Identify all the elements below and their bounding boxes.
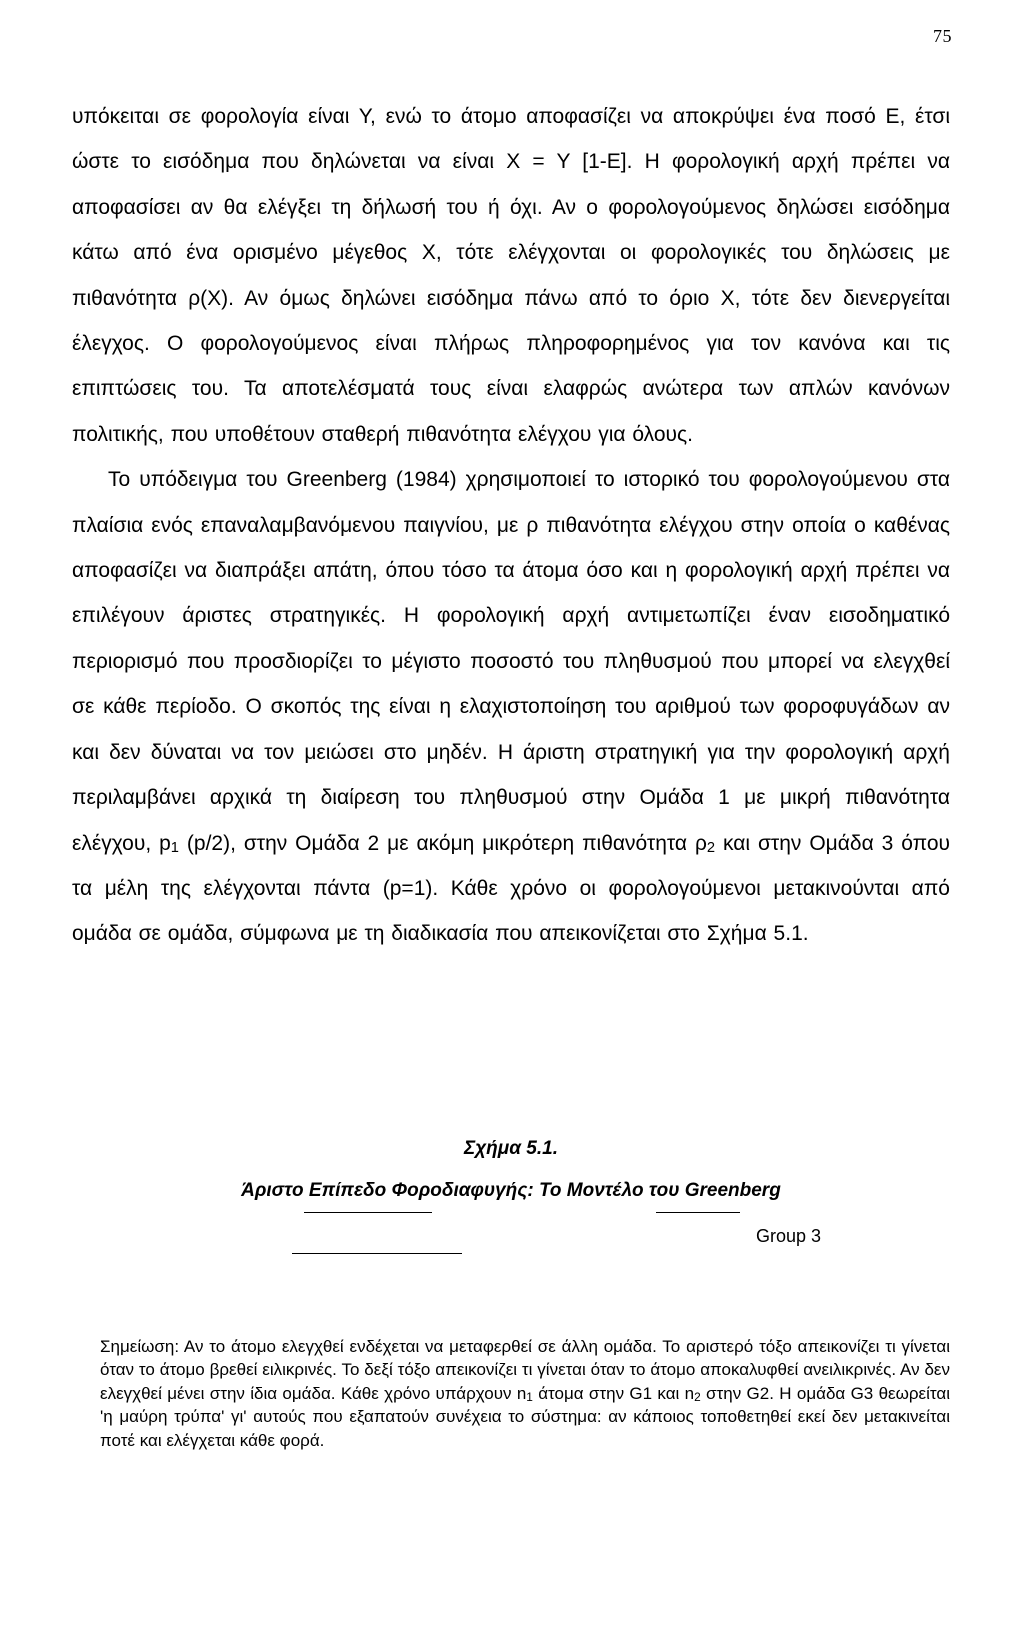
paragraph-2-groups-c: και στην Ομάδα 3 όπου τα μέλη της ελέγχονται πάντα (p=1). Κάθε χρόνο οι φορολογούμενοι μετακινούνται από ομάδα σε ομάδα, σύμφωνα με τη διαδικασία που απεικονίζεται στο Σχήμα 5.1. [72, 831, 950, 946]
paragraph-2 [72, 457, 950, 956]
figure-line-right [656, 1212, 740, 1213]
p1-subscript: 1 [170, 839, 179, 856]
paragraph-2-groups-b: (p/2), στην Ομάδα 2 με ακόμη μικρότερη πιθανότητα ρ [178, 831, 707, 855]
n2-subscript: 2 [694, 1389, 701, 1404]
figure-title: Άριστο Επίπεδο Φοροδιαφυγής: Το Μοντέλο του Greenberg [241, 1180, 781, 1201]
figure-line-lower [292, 1253, 462, 1254]
figure-number: Σχήμα 5.1. [463, 1138, 558, 1159]
figure-note [100, 1335, 950, 1452]
paragraph-2-text: Το υπόδειγμα του Greenberg (1984) χρησιμοποιεί το ιστορικό του φορολογούμενου στα πλαίσια ενός επαναλαμβανόμενου παιγνίου, με ρ πιθανότητα ελέγχου στην οποία ο καθένας αποφασίζει να διαπράξει απάτη, όπου τόσο τα άτομα όσο και η φορολογική αρχή πρέπει να επιλέγουν άριστες στρατηγικές. Η φορολογική αρχή αντιμετωπίζει έναν εισοδηματικό περιορισμό που προσδιορίζει το μέγιστο ποσοστό του πληθυσμού που μπορεί να ελεγχθεί σε κάθε περίοδο. Ο σκοπός της είναι η ελαχιστοποίηση του αριθμού των φοροφυγάδων αν και δεν δύναται να τον μειώσει στο μηδέν. Η άριστη στρατηγική για την φορολογική αρχή περιλαμβάνει αρχικά τη διαίρεση του πληθυσμού στην [72, 468, 950, 810]
note-text-b: άτομα στην G1 και n [532, 1383, 695, 1403]
figure-group-3-label: Group 3 [756, 1226, 822, 1246]
note-text-c: στην G2. Η ομάδα G3 θεωρείται 'η μαύρη τρύπα' γι' αυτούς που εξαπατούν συνέχεια το σύστημα: αν κάποιος τοποθετηθεί εκεί δεν μετακινείται ποτέ και ελέγχεται κάθε φορά. [100, 1383, 950, 1450]
note-text-a: Σημείωση: Αν το άτομο ελεγχθεί ενδέχεται να μεταφερθεί σε άλλη ομάδα. Το αριστερό τόξο απεικονίζει τι γίνεται όταν το άτομο βρεθεί ειλικρινές. Το δεξί τόξο απεικονίζει τι γίνεται όταν το άτομο αποκαλυφθεί ανειλικρινές. Αν δεν ελεγχθεί μένει στην ίδια ομάδα. Κάθε χρόνο υπάρχουν n [100, 1337, 950, 1403]
page-number: 75 [933, 26, 952, 46]
figure-line-left [304, 1212, 432, 1213]
n1-subscript: 1 [526, 1389, 533, 1404]
paragraph-1: υπόκειται σε φορολογία είναι Υ, ενώ το άτομο αποφασίζει να αποκρύψει ένα ποσό Ε, έτσι ώστε το εισόδημα που δηλώνεται να είναι X = Y [1-E]. Η φορολογική αρχή πρέπει να αποφασίσει αν θα ελέγξει τη δήλωσή του ή όχι. Αν ο φορολογούμενος δηλώσει εισόδημα κάτω από ένα ορισμένο μέγεθος X, τότε ελέγχονται οι φορολογικές του δηλώσεις με πιθανότητα ρ(Χ). Αν όμως δηλώνει εισόδημα πάνω από το όριο X, τότε δεν διενεργείται έλεγχος. Ο φορολογούμενος είναι πλήρως πληροφορημένος για τον κανόνα και τις επιπτώσεις του. Τα αποτελέσματά τους είναι ελαφρώς ανώτερα των απλών κανόνων πολιτικής, που υποθέτουν σταθερή πιθανότητα ελέγχου για όλους. [72, 105, 950, 446]
body-text [72, 94, 950, 957]
p2-subscript: 2 [706, 839, 716, 856]
paragraph-2-groups-a: Ομάδα 1 με μικρή πιθανότητα ελέγχου, p [72, 786, 950, 855]
